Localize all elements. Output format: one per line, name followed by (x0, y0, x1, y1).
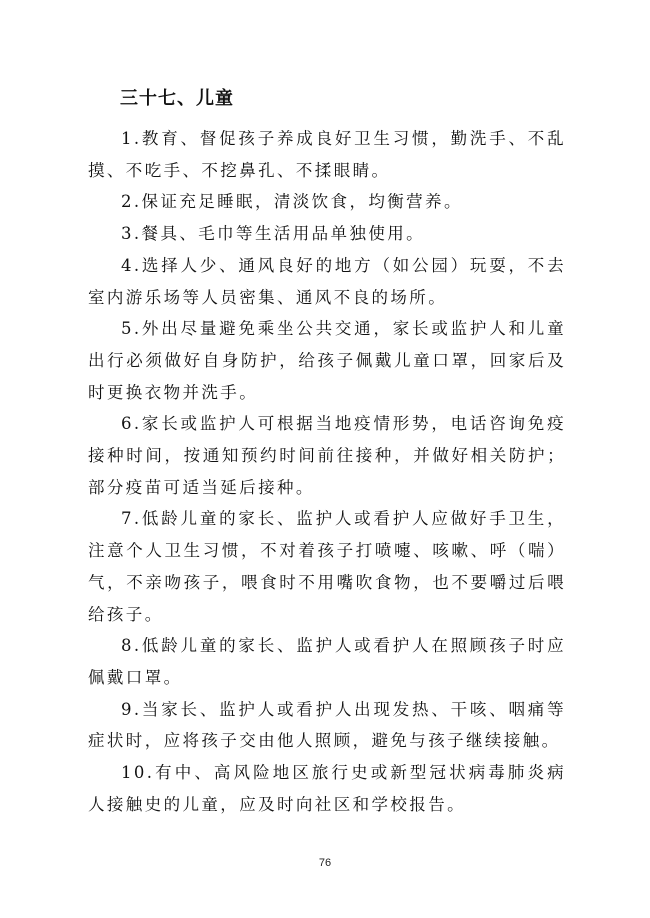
list-item: 9.当家长、监护人或看护人出现发热、干咳、咽痛等症状时，应将孩子交由他人照顾，避免与孩子继续接触。 (88, 699, 566, 751)
list-item: 8.低龄儿童的家长、监护人或看护人在照顾孩子时应佩戴口罩。 (88, 636, 566, 687)
list-item: 5.外出尽量避免乘坐公共交通，家长或监护人和儿童出行必须做好自身防护，给孩子佩戴儿童口罩，回家后及时更换衣物并洗手。 (88, 319, 566, 402)
list-item: 2.保证充足睡眠，清淡饮食，均衡营养。 (121, 192, 463, 212)
list-item: 6.家长或监护人可根据当地疫情形势，电话咨询免疫接种时间，按通知预约时间前往接种，并做好相关防护；部分疫苗可适当延后接种。 (88, 414, 566, 497)
list-item: 1.教育、督促孩子养成良好卫生习惯，勤洗手、不乱摸、不吃手、不挖鼻孔、不揉眼睛。 (88, 129, 566, 180)
section-body (88, 123, 566, 820)
page-number: 76 (318, 857, 332, 869)
list-item: 10.有中、高风险地区旅行史或新型冠状病毒肺炎病人接触史的儿童，应及时向社区和学校报告。 (88, 763, 566, 814)
list-item: 7.低龄儿童的家长、监护人或看护人应做好手卫生，注意个人卫生习惯，不对着孩子打喷嚏、咳嗽、呼（喘）气，不亲吻孩子，喂食时不用嘴吹食物，也不要嚼过后喂给孩子。 (88, 509, 566, 624)
list-item: 4.选择人少、通风良好的地方（如公园）玩耍，不去室内游乐场等人员密集、通风不良的场所。 (88, 255, 566, 307)
list-item: 3.餐具、毛巾等生活用品单独使用。 (121, 224, 426, 244)
section-title: 三十七、儿童 (120, 88, 234, 109)
